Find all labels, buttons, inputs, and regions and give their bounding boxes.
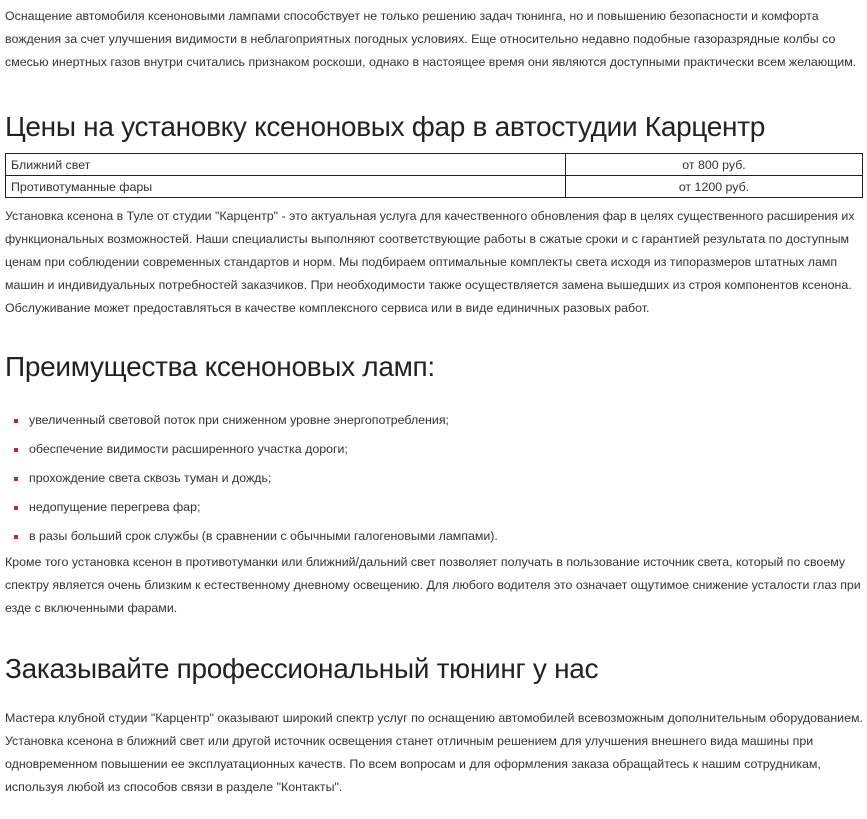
price-cell: от 800 руб.	[566, 154, 863, 176]
table-row	[6, 176, 863, 198]
list-item: обеспечение видимости расширенного участка дороги;	[5, 435, 863, 464]
advantages-list	[5, 406, 863, 551]
list-item: прохождение света сквозь туман и дождь;	[5, 464, 863, 493]
prices-heading: Цены на установку ксеноновых фар в автостудии Карцентр	[5, 111, 766, 142]
table-row	[6, 154, 863, 176]
bullet-icon	[14, 535, 18, 539]
bullet-icon	[14, 506, 18, 510]
order-heading: Заказывайте профессиональный тюнинг у нас	[5, 653, 599, 684]
service-cell: Ближний свет	[6, 154, 566, 176]
price-cell: от 1200 руб.	[566, 176, 863, 198]
bullet-icon	[14, 419, 18, 423]
list-item: недопущение перегрева фар;	[5, 493, 863, 522]
order-paragraph: Мастера клубной студии "Карцентр" оказывают широкий спектр услуг по оснащению автомобилей всевозможным дополнительным оборудованием. Установка ксенона в ближний свет или другой источник освещения станет отличным решением для улучшения внешнего вида машины при одновременном повышении ее эксплуатационных качеств. По всем вопросам и для оформления заказа обращайтесь к нашим сотрудникам, используя любой из способов связи в разделе "Контакты".	[5, 711, 863, 794]
bullet-icon	[14, 448, 18, 452]
prices-table	[5, 153, 863, 198]
list-item: увеличенный световой поток при сниженном уровне энергопотребления;	[5, 406, 863, 435]
bullet-icon	[14, 477, 18, 481]
service-cell: Противотуманные фары	[6, 176, 566, 198]
service-paragraph: Установка ксенона в Туле от студии "Карцентр" - это актуальная услуга для качественного обновления фар в целях существенного расширения их функциональных возможностей. Наши специалисты выполняют соответствующие работы в сжатые сроки и с гарантией результата по доступным ценам при соблюдении современных стандартов и норм. Мы подбираем оптимальные комплекты света исходя из типоразмеров штатных ламп машин и индивидуальных потребностей заказчиков. При необходимости также осуществляется замена вышедших из строя компонентов ксенона. Обслуживание может предоставляться в качестве комплексного сервиса или в виде единичных разовых работ.	[5, 209, 855, 315]
advantages-paragraph: Кроме того установка ксенон в противотуманки или ближний/дальний свет позволяет получать в пользование источник света, который по своему спектру является очень близким к естественному дневному освещению. Для любого водителя это означает ощутимое снижение усталости глаз при езде с включенными фарами.	[5, 555, 861, 615]
intro-paragraph: Оснащение автомобиля ксеноновыми лампами способствует не только решению задач тюнинга, но и повышению безопасности и комфорта вождения за счет улучшения видимости в неблагоприятных погодных условиях. Еще относительно недавно подобные газоразрядные колбы со смесью инертных газов внутри считались признаком роскоши, однако в настоящее время они являются доступными практически всем желающим.	[5, 9, 857, 69]
advantages-heading: Преимущества ксеноновых ламп:	[5, 351, 435, 382]
list-item: в разы больший срок службы (в сравнении с обычными галогеновыми лампами).	[5, 522, 863, 551]
